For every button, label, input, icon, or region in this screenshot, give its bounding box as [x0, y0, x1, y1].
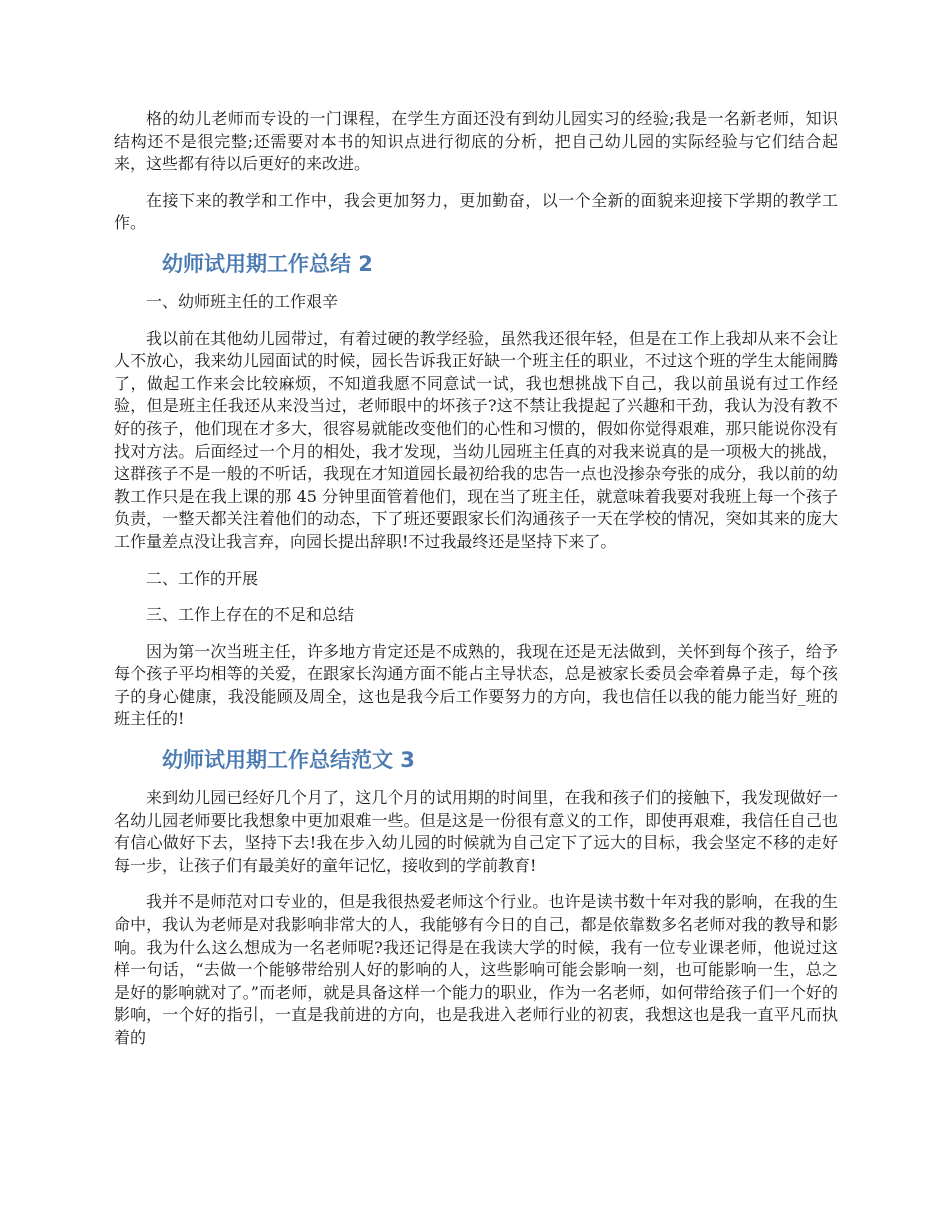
section-2-paragraph-1: 我以前在其他幼儿园带过，有着过硬的教学经验，虽然我还很年轻，但是在工作上我却从来不会让人不放心，我来幼儿园面试的时候，园长告诉我正好缺一个班主任的职业，不过这个班的学生太能闹腾了，做起工作来会比较麻烦，不知道我愿不同意试一试，我也想挑战下自己，我以前虽说有过工作经验，但是班主任我还从来没当过，老师眼中的坏孩子?这不禁让我提起了兴趣和干劲，我认为没有教不好的孩子，他们现在才多大，很容易就能改变他们的心性和习惯的，假如你觉得艰难，那只能说你没有找对方法。后面经过一个月的相处，我才发现，当幼儿园班主任真的对我来说真的是一项极大的挑战，这群孩子不是一般的不听话，我现在才知道园长最初给我的忠告一点也没掺杂夸张的成分，我以前的幼教工作只是在我上课的那 45 分钟里面管着他们，现在当了班主任，就意味着我要对我班上每一个孩子负责，一整天都关注着他们的动态，下了班还要跟家长们沟通孩子一天在学校的情况，突如其来的庞大工作量差点没让我言弃，向园长提出辞职!不过我最终还是坚持下来了。	[114, 328, 838, 551]
intro-paragraph-2: 在接下来的教学和工作中，我会更加努力，更加勤奋，以一个全新的面貌来迎接下学期的教学工作。	[114, 190, 838, 233]
section-2-title: 幼师试用期工作总结 2	[162, 251, 373, 276]
section-3-paragraph-1: 来到幼儿园已经好几个月了，这几个月的试用期的时间里，在我和孩子们的接触下，我发现做好一名幼儿园老师要比我想象中更加艰难一些。但是这是一份很有意义的工作，即使再艰难，我信任自己也有信心做好下去，坚持下去!我在步入幼儿园的时候就为自己定下了远大的目标，我会坚定不移的走好每一步，让孩子们有最美好的童年记忆，接收到的学前教育!	[114, 788, 838, 875]
section-2-subheading-2: 二、工作的开展	[146, 568, 259, 588]
intro-paragraph-1: 格的幼儿老师而专设的一门课程，在学生方面还没有到幼儿园实习的经验;我是一名新老师，知识结构还不是很完整;还需要对本书的知识点进行彻底的分析，把自己幼儿园的实际经验与它们结合起来，这些都有待以后更好的来改进。	[114, 109, 838, 174]
document-page	[114, 108, 838, 1064]
section-3-paragraph-2: 我并不是师范对口专业的，但是我很热爱老师这个行业。也许是读书数十年对我的影响，在我的生命中，我认为老师是对我影响非常大的人，我能够有今日的自己，都是依靠数多名老师对我的教导和影响。我为什么这么想成为一名老师呢?我还记得是在我读大学的时候，我有一位专业课老师，他说过这样一句话，“去做一个能够带给别人好的影响的人，这些影响可能会影响一刻，也可能影响一生，总之是好的影响就对了。”而老师，就是具备这样一个能力的职业，作为一名老师，如何带给孩子们一个好的影响，一个好的指引，一直是我前进的方向，也是我进入老师行业的初衷，我想这也是我一直平凡而执着的	[114, 892, 838, 1047]
section-2-subheading-1: 一、幼师班主任的工作艰辛	[146, 291, 339, 311]
section-2-subheading-3: 三、工作上存在的不足和总结	[146, 605, 355, 625]
section-2-paragraph-2: 因为第一次当班主任，许多地方肯定还是不成熟的，我现在还是无法做到，关怀到每个孩子，给予每个孩子平均相等的关爱，在跟家长沟通方面不能占主导状态，总是被家长委员会牵着鼻子走，每个孩子的身心健康，我没能顾及周全，这也是我今后工作要努力的方向，我也信任以我的能力能当好_班的班主任的!	[114, 641, 838, 729]
section-3-title: 幼师试用期工作总结范文 3	[162, 748, 415, 773]
